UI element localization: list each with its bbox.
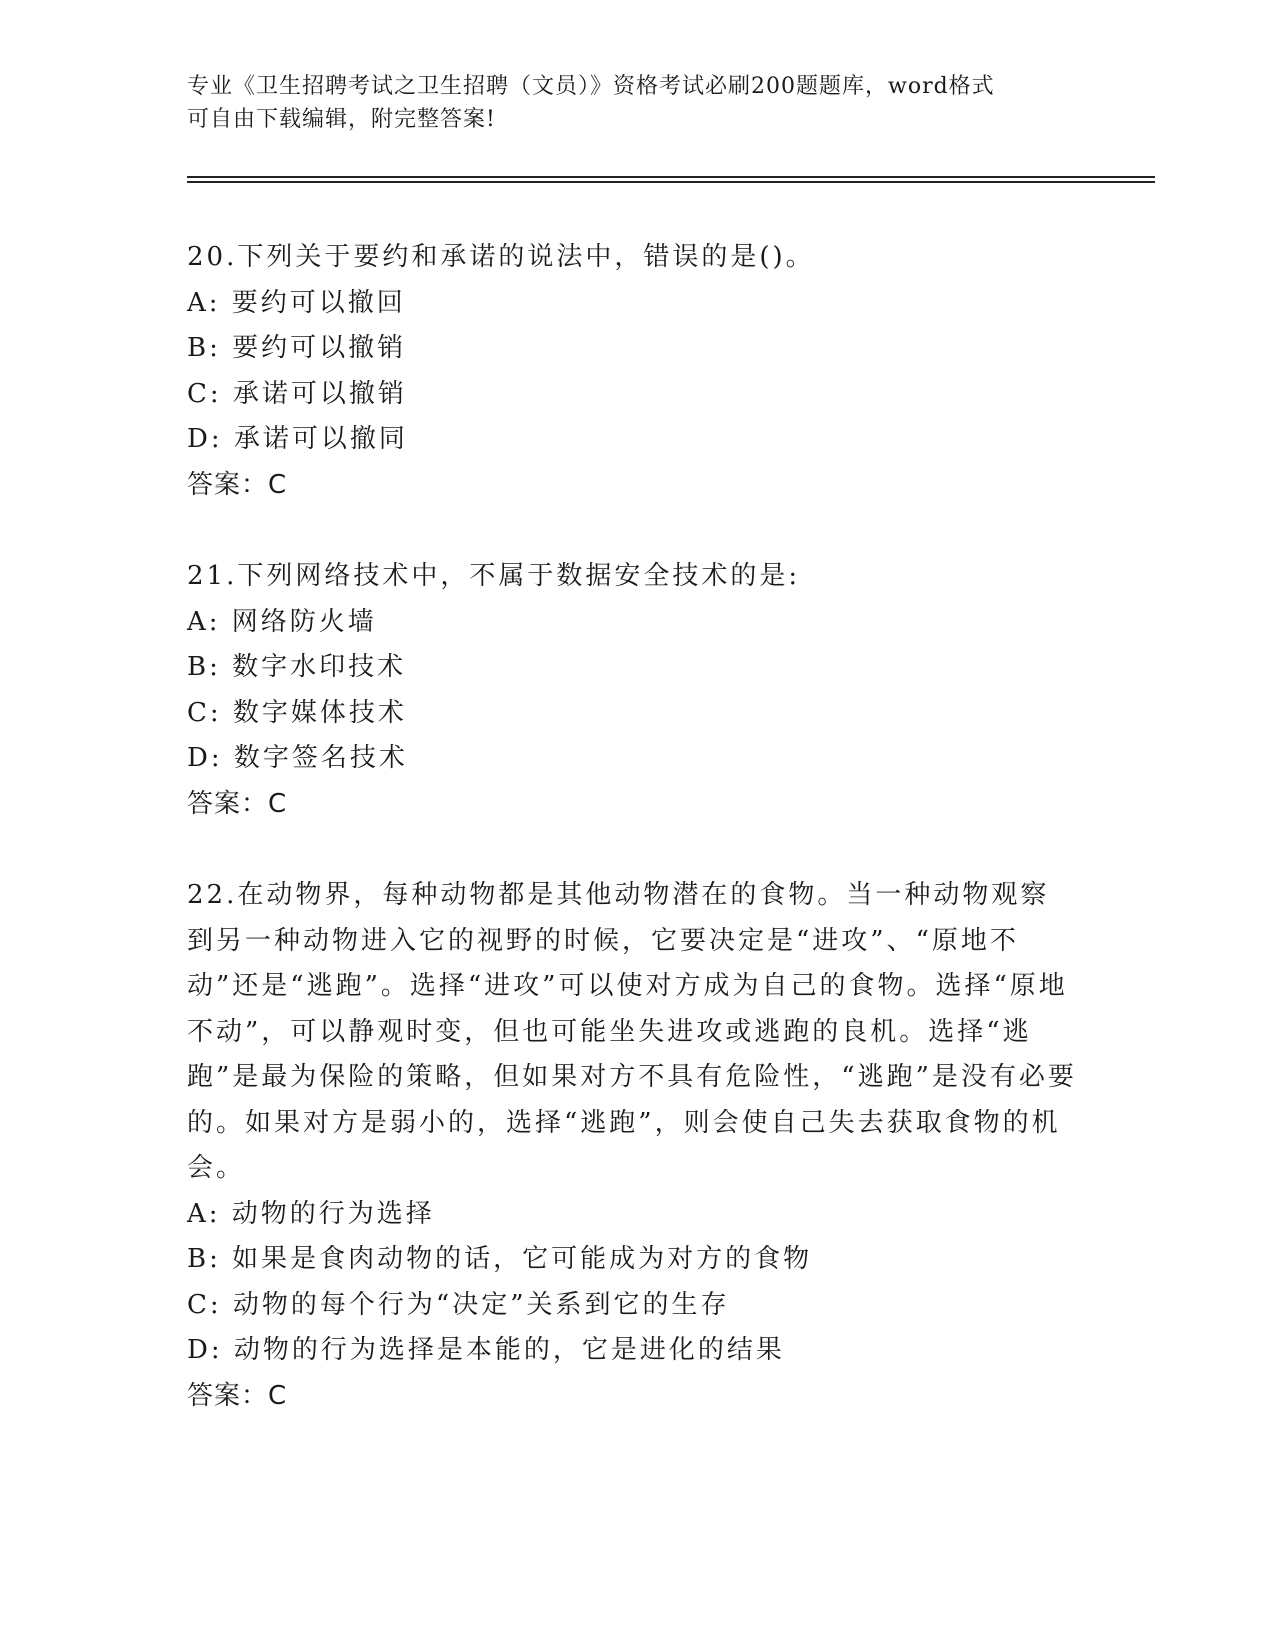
option-a: A: 网络防火墙	[187, 606, 377, 637]
question-21	[187, 554, 1077, 827]
option-d: D: 动物的行为选择是本能的，它是进化的结果	[187, 1335, 785, 1365]
option-c: C: 数字媒体技术	[187, 697, 407, 728]
option-c: C: 动物的每个行为“决定”关系到它的生存	[187, 1289, 730, 1320]
question-text: 22.在动物界，每种动物都是其他动物潜在的食物。当一种动物观察到另一种动物进入它的视野的时候，它要决定是“进攻”、“原地不动”还是“逃跑”。选择“进攻”可以使对方成为自己的食物。选择“原地不动”，可以静观时变，但也可能坐失进攻或逃跑的良机。选择“逃跑”是最为保险的策略，但如果对方不具有危险性，“逃跑”是没有必要的。如果对方是弱小的，选择“逃跑”，则会使自己失去获取食物的机会。	[187, 880, 1077, 1183]
answer: 答案：C	[187, 788, 288, 819]
document-header	[187, 70, 1067, 136]
option-b: B: 如果是食肉动物的话，它可能成为对方的食物	[187, 1244, 813, 1274]
header-divider-top	[187, 176, 1155, 178]
option-c: C: 承诺可以撤销	[187, 378, 407, 409]
header-line-2: 可自由下载编辑，附完整答案!	[187, 107, 496, 132]
option-b: B: 数字水印技术	[187, 652, 407, 682]
option-a: A: 要约可以撤回	[187, 287, 406, 318]
question-22	[187, 873, 1077, 1419]
question-20	[187, 235, 1077, 508]
option-a: A: 动物的行为选择	[187, 1198, 435, 1229]
option-d: D: 承诺可以撤同	[187, 424, 408, 454]
option-b: B: 要约可以撤销	[187, 333, 407, 363]
header-line-1: 专业《卫生招聘考试之卫生招聘（文员）》资格考试必刷200题题库，word格式	[187, 74, 995, 99]
question-text: 20.下列关于要约和承诺的说法中，错误的是()。	[187, 242, 815, 272]
answer: 答案：C	[187, 1380, 288, 1411]
question-text: 21.下列网络技术中，不属于数据安全技术的是:	[187, 561, 801, 591]
option-d: D: 数字签名技术	[187, 743, 408, 773]
header-divider-bottom	[187, 181, 1155, 183]
answer: 答案：C	[187, 469, 288, 500]
